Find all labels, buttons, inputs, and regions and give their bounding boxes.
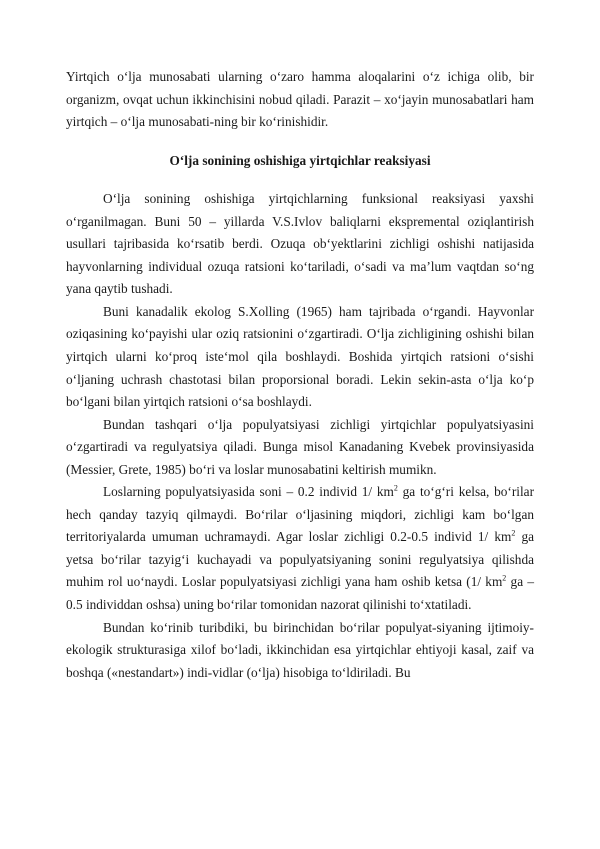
paragraph-4-part-b: ga toʻgʻri kelsa, boʻrilar hech qanday tazyiq qilmaydi. Boʻrilar oʻljasining miqdori, zichligi kam boʻlgan territoriyalarda umuman uchramaydi. Agar loslar zichligi 0.2-0.5 individ 1/ km — [66, 484, 534, 545]
section-heading: Oʻlja sonining oshishiga yirtqichlar reaksiyasi — [169, 152, 431, 168]
paragraph-4-part-a: Loslarning populyatsiyasida soni – 0.2 individ 1/ km — [103, 484, 394, 500]
paragraph-3: Bundan tashqari oʻlja populyatsiyasi zichligi yirtqichlar populyatsiyasini oʻzgartiradi va regulyatsiya qiladi. Bunga misol Kanadaning Kvebek provinsiyasida (Messier, Grete, 1985) boʻri va loslar munosabatini keltirish mumikn. — [66, 416, 534, 477]
paragraph-2: Buni kanadalik ekolog S.Xolling (1965) ham tajribada oʻrgandi. Hayvonlar oziqasining koʻpayishi ular oziq ratsionini oʻzgartiradi. Oʻlja zichligining oshishi bilan yirtqich ularni koʻproq isteʻmol qila boshlaydi. Boshida yirtqich ratsioni oʻsishi oʻljaning uchrash chastotasi bilan proporsional boradi. Lekin sekin-asta oʻlja koʻp boʻlgani bilan yirtqich ratsioni oʻsa boshlaydi. — [66, 303, 534, 410]
paragraph-1: Oʻlja sonining oshishiga yirtqichlarning funksional reaksiyasi yaxshi oʻrganilmagan. Buni 50 – yillarda V.S.Ivlov baliqlarni ekspremental oziqlantirish usullari tajribasida koʻrsatib berdi. Ozuqa obʻyektlarini zichligi oshishi natijasida hayvonlarning individual ozuqa ratsioni koʻtariladi, oʻsadi va maʼlum vaqtdan soʻng yana qaytib tushadi. — [66, 191, 534, 297]
paragraph-4-part-d: ga – 0.5 individdan oshsa) uning boʻrilar tomonidan nazorat qilinishi toʻxtatiladi. — [66, 574, 534, 613]
superscript-2: 2 — [502, 574, 507, 584]
document-page — [66, 66, 534, 684]
superscript-2: 2 — [393, 483, 398, 493]
paragraph-4 — [66, 481, 534, 616]
superscript-2: 2 — [511, 528, 516, 538]
paragraph-4-part-c: ga yetsa boʻrilar tazyigʻi kuchayadi va populyatsiyaning sonini regulyatsiya qilishda muhim rol uoʻnaydi. Loslar populyatsiyasi zichligi yana ham oshib ketsa (1/ km — [66, 529, 534, 590]
intro-paragraph: Yirtqich oʻlja munosabati ularning oʻzaro hamma aloqalarini oʻz ichiga olib, bir organizm, ovqat uchun ikkinchisini nobud qiladi. Parazit – xoʻjayin munosabatlari ham yirtqich – oʻlja munosabati-ning bir koʻrinishidir. — [66, 69, 534, 130]
paragraph-5: Bundan koʻrinib turibdiki, bu birinchidan boʻrilar populyat-siyaning ijtimoiy-ekologik strukturasiga xilof boʻladi, ikkinchidan esa yirtqichlar ehtiyoji kasal, zaif va boshqa («nestandart») indi-vidlar (oʻlja) hisobiga toʻldiriladi. Bu — [66, 619, 534, 680]
